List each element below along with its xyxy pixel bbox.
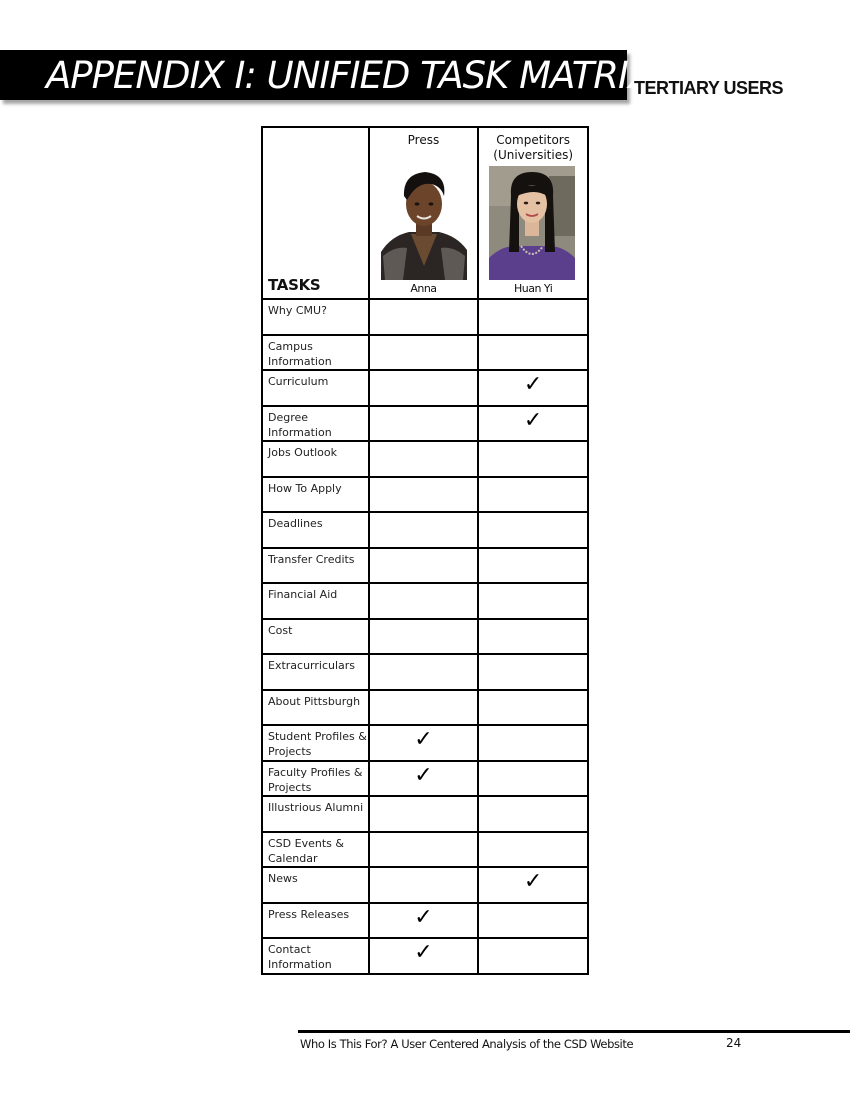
task-row: [262, 548, 588, 584]
persona-name: Anna: [410, 282, 437, 295]
task-cell: [262, 938, 369, 974]
check-cell-press: [369, 441, 479, 477]
task-cell: [262, 548, 369, 584]
task-name: CSD Events & Calendar: [268, 836, 344, 865]
task-row: [262, 406, 588, 442]
task-row: [262, 832, 588, 868]
check-cell-competitors: [478, 903, 588, 939]
page-subtitle: TERTIARY USERS: [634, 78, 784, 98]
persona-header-competitors: [478, 127, 588, 299]
check-cell-press: [369, 477, 479, 513]
persona-photo-huan-yi: [489, 166, 575, 280]
check-cell-press: [369, 654, 479, 690]
task-cell: [262, 761, 369, 797]
task-row: [262, 903, 588, 939]
persona-name: Huan Yi: [513, 282, 553, 295]
task-cell: [262, 299, 369, 335]
task-name: Degree Information: [268, 410, 332, 439]
check-cell-press: [369, 690, 479, 726]
task-name: Contact Information: [268, 943, 332, 971]
check-cell-press: [369, 761, 479, 797]
checkmark-icon: ✓: [523, 372, 543, 397]
task-name: Press Releases: [268, 907, 350, 921]
check-cell-competitors: [478, 370, 588, 406]
task-row: [262, 619, 588, 655]
task-cell: [262, 583, 369, 619]
task-cell: [262, 512, 369, 548]
task-cell: [262, 725, 369, 761]
task-cell: [262, 406, 369, 442]
check-cell-competitors: [478, 441, 588, 477]
task-row: [262, 725, 588, 761]
task-cell: [262, 832, 369, 868]
persona-group-label: Competitors (Universities): [493, 133, 574, 162]
checkmark-icon: ✓: [414, 762, 433, 788]
task-row: [262, 370, 588, 406]
title-bar: [0, 50, 653, 100]
check-cell-press: [369, 299, 479, 335]
check-cell-press: [369, 938, 479, 974]
check-cell-press: [369, 867, 479, 903]
check-cell-press: [369, 512, 479, 548]
task-cell: [262, 654, 369, 690]
check-cell-press: [369, 796, 479, 832]
persona-header-press: [369, 127, 479, 299]
page-number: 24: [726, 1036, 742, 1050]
task-row: [262, 441, 588, 477]
check-cell-competitors: [478, 477, 588, 513]
task-row: [262, 299, 588, 335]
task-cell: [262, 370, 369, 406]
task-cell: [262, 441, 369, 477]
check-cell-competitors: [478, 832, 588, 868]
check-cell-competitors: [478, 654, 588, 690]
task-row: [262, 512, 588, 548]
task-name: Financial Aid: [268, 588, 338, 601]
task-cell: [262, 335, 369, 371]
task-name: How To Apply: [268, 481, 342, 495]
task-name: About Pittsburgh: [268, 694, 361, 708]
task-name: Curriculum: [268, 375, 329, 388]
task-row: [262, 335, 588, 371]
footer-rule: [298, 1030, 850, 1033]
task-row: [262, 867, 588, 903]
checkmark-icon: ✓: [523, 407, 543, 433]
task-name: Illustrious Alumni: [268, 801, 364, 814]
check-cell-competitors: [478, 867, 588, 903]
tasks-label: TASKS: [268, 276, 321, 294]
check-cell-press: [369, 548, 479, 584]
checkmark-icon: ✓: [414, 727, 433, 752]
check-cell-competitors: [478, 938, 588, 974]
checkmark-icon: ✓: [523, 869, 543, 894]
check-cell-press: [369, 619, 479, 655]
task-matrix-table: [261, 126, 589, 975]
task-row: [262, 761, 588, 797]
check-cell-competitors: [478, 548, 588, 584]
check-cell-competitors: [478, 619, 588, 655]
check-cell-press: [369, 583, 479, 619]
checkmark-icon: ✓: [414, 904, 433, 930]
check-cell-competitors: [478, 690, 588, 726]
persona-group-label: Press: [407, 133, 440, 147]
task-name: Faculty Profiles & Projects: [268, 765, 363, 794]
task-cell: [262, 796, 369, 832]
tasks-header-cell: [262, 127, 369, 299]
task-row: [262, 477, 588, 513]
check-cell-competitors: [478, 299, 588, 335]
task-name: Cost: [268, 623, 293, 637]
task-name: Extracurriculars: [268, 659, 356, 672]
checkmark-icon: ✓: [414, 940, 433, 965]
task-name: Student Profiles & Projects: [268, 730, 367, 758]
task-cell: [262, 867, 369, 903]
check-cell-competitors: [478, 725, 588, 761]
check-cell-press: [369, 725, 479, 761]
persona-photo-anna: [381, 166, 467, 280]
task-cell: [262, 477, 369, 513]
matrix-header-row: [262, 127, 588, 299]
task-cell: [262, 619, 369, 655]
check-cell-competitors: [478, 761, 588, 797]
check-cell-competitors: [478, 406, 588, 442]
check-cell-competitors: [478, 335, 588, 371]
task-name: Campus Information: [268, 339, 332, 368]
task-name: Deadlines: [268, 517, 323, 530]
task-row: [262, 690, 588, 726]
check-cell-press: [369, 903, 479, 939]
task-cell: [262, 690, 369, 726]
task-name: Transfer Credits: [268, 552, 355, 566]
task-row: [262, 796, 588, 832]
check-cell-press: [369, 832, 479, 868]
check-cell-competitors: [478, 512, 588, 548]
check-cell-competitors: [478, 796, 588, 832]
task-row: [262, 938, 588, 974]
check-cell-press: [369, 370, 479, 406]
task-name: Jobs Outlook: [268, 446, 338, 459]
footer-document-title: Who Is This For? A User Centered Analysis of the CSD Website: [300, 1037, 634, 1051]
task-row: [262, 654, 588, 690]
task-name: Why CMU?: [268, 304, 327, 317]
check-cell-competitors: [478, 583, 588, 619]
check-cell-press: [369, 406, 479, 442]
task-name: News: [268, 872, 298, 885]
check-cell-press: [369, 335, 479, 371]
task-cell: [262, 903, 369, 939]
page-title: APPENDIX I: UNIFIED TASK MATRIX: [46, 54, 653, 97]
task-row: [262, 583, 588, 619]
